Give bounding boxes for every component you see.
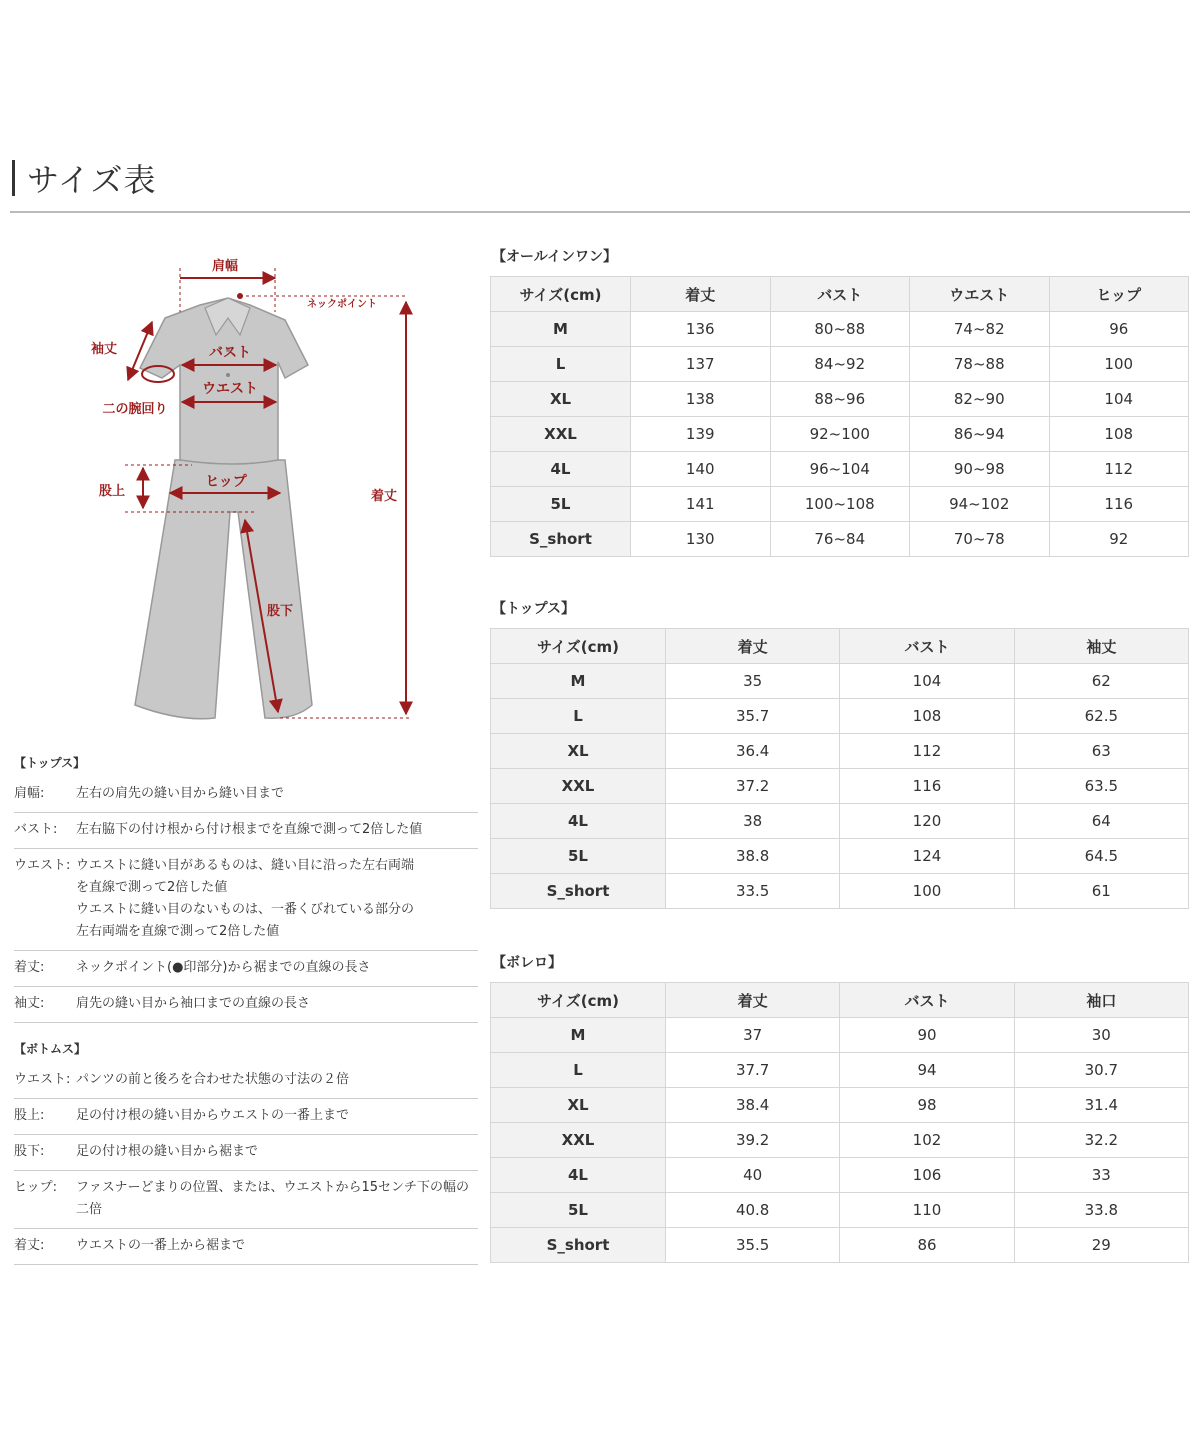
table-header-row [491, 629, 1189, 664]
measurement-cell: 124 [840, 839, 1014, 874]
note-value: パンツの前と後ろを合わせた状態の寸法の２倍 [76, 1072, 350, 1087]
measurement-cell: 92 [1049, 522, 1189, 557]
table-header-row [491, 983, 1189, 1018]
note-key: 股上: [14, 1108, 45, 1123]
measurement-cell: 38 [666, 804, 840, 839]
measurement-cell: 61 [1014, 874, 1188, 909]
note-row [14, 849, 478, 951]
measurement-cell: 63 [1014, 734, 1188, 769]
garment-diagram [80, 250, 430, 730]
tops-notes-title: 【トップス】 [14, 756, 86, 770]
measurement-cell: 86~94 [910, 417, 1050, 452]
length-label: 着丈 [370, 489, 398, 504]
column-header: サイズ(cm) [491, 629, 666, 664]
measurement-cell: 94 [840, 1053, 1014, 1088]
table-row [491, 804, 1189, 839]
note-row [14, 987, 478, 1023]
size-label: 4L [491, 1158, 666, 1193]
note-key: 着丈: [14, 1238, 45, 1253]
measurement-cell: 64.5 [1014, 839, 1188, 874]
table-row [491, 1088, 1189, 1123]
measurement-cell: 112 [840, 734, 1014, 769]
bust-label: バスト [209, 345, 251, 361]
tops-table [490, 628, 1189, 909]
allinone-table-title: 【オールインワン】 [492, 249, 618, 265]
waist-label: ウエスト [202, 381, 258, 397]
measurement-cell: 64 [1014, 804, 1188, 839]
column-header: 着丈 [666, 629, 840, 664]
measurement-cell: 139 [631, 417, 771, 452]
measurement-cell: 96 [1049, 312, 1189, 347]
size-label: XXL [491, 769, 666, 804]
measurement-cell: 136 [631, 312, 771, 347]
table-row [491, 417, 1189, 452]
pants-shape [135, 460, 312, 719]
measurement-cell: 116 [1049, 487, 1189, 522]
size-label: 5L [491, 487, 631, 522]
column-header: サイズ(cm) [491, 983, 666, 1018]
note-row [14, 1063, 478, 1099]
size-label: XL [491, 1088, 666, 1123]
bolero-table-title: 【ボレロ】 [492, 955, 562, 971]
measurement-cell: 116 [840, 769, 1014, 804]
upper-arm-label: 二の腕回り [102, 402, 168, 417]
measurement-cell: 35.5 [666, 1228, 840, 1263]
measurement-cell: 40.8 [666, 1193, 840, 1228]
note-row [14, 1171, 478, 1229]
note-row [14, 1099, 478, 1135]
size-label: 5L [491, 839, 666, 874]
column-header: バスト [840, 629, 1014, 664]
column-header: ウエスト [910, 277, 1050, 312]
page-title [12, 158, 156, 198]
measurement-cell: 108 [840, 699, 1014, 734]
table-row [491, 1018, 1189, 1053]
size-label: 4L [491, 804, 666, 839]
page-title-text: サイズ表 [27, 161, 157, 199]
measurement-cell: 96~104 [770, 452, 910, 487]
table-header-row [491, 277, 1189, 312]
note-key: ウエスト: [14, 858, 71, 873]
table-row [491, 1158, 1189, 1193]
note-value: ファスナーどまりの位置、または、ウエストから15センチ下の幅の 二倍 [76, 1180, 470, 1217]
table-row [491, 382, 1189, 417]
size-label: S_short [491, 522, 631, 557]
bolero-table [490, 982, 1189, 1263]
measurement-cell: 38.4 [666, 1088, 840, 1123]
column-header: バスト [770, 277, 910, 312]
table-row [491, 487, 1189, 522]
note-value: ウエストに縫い目があるものは、縫い目に沿った左右両端 を直線で測って2倍した値 ウエストに縫い目のないものは、一番くびれている部分の 左右両端を直線で測って2倍した値 [76, 858, 415, 939]
table-row [491, 734, 1189, 769]
note-value: 肩先の縫い目から袖口までの直線の長さ [76, 996, 311, 1011]
measurement-cell: 74~82 [910, 312, 1050, 347]
measurement-cell: 36.4 [666, 734, 840, 769]
note-key: ヒップ: [14, 1180, 57, 1195]
measurement-cell: 37 [666, 1018, 840, 1053]
measurement-cell: 33 [1014, 1158, 1188, 1193]
measurement-cell: 100 [1049, 347, 1189, 382]
measurement-cell: 100 [840, 874, 1014, 909]
measurement-cell: 33.8 [1014, 1193, 1188, 1228]
size-label: S_short [491, 1228, 666, 1263]
allinone-size-table [490, 246, 1188, 557]
column-header: 着丈 [631, 277, 771, 312]
measurement-cell: 104 [1049, 382, 1189, 417]
measurement-cell: 137 [631, 347, 771, 382]
measurement-cell: 76~84 [770, 522, 910, 557]
tops-table-title: 【トップス】 [492, 601, 576, 617]
size-label: XL [491, 734, 666, 769]
title-divider [10, 211, 1190, 213]
size-label: L [491, 347, 631, 382]
table-row [491, 522, 1189, 557]
neck-point-label: ネックポイント [307, 299, 377, 310]
measurement-cell: 141 [631, 487, 771, 522]
measurement-cell: 35 [666, 664, 840, 699]
note-value: 足の付け根の縫い目からウエストの一番上まで [76, 1108, 350, 1123]
measurement-cell: 110 [840, 1193, 1014, 1228]
size-label: M [491, 1018, 666, 1053]
measurement-cell: 108 [1049, 417, 1189, 452]
measurement-cell: 30 [1014, 1018, 1188, 1053]
measurement-cell: 82~90 [910, 382, 1050, 417]
table-row [491, 664, 1189, 699]
note-row [14, 951, 478, 987]
note-key: ウエスト: [14, 1072, 71, 1087]
measurement-cell: 86 [840, 1228, 1014, 1263]
note-row [14, 1229, 478, 1265]
size-label: L [491, 699, 666, 734]
size-label: M [491, 312, 631, 347]
sleeve-label: 袖丈 [90, 342, 118, 357]
table-row [491, 769, 1189, 804]
measurement-cell: 35.7 [666, 699, 840, 734]
measurement-cell: 32.2 [1014, 1123, 1188, 1158]
measurement-cell: 90~98 [910, 452, 1050, 487]
size-label: S_short [491, 874, 666, 909]
note-value: 左右の肩先の縫い目から縫い目まで [76, 786, 285, 801]
column-header: 着丈 [666, 983, 840, 1018]
note-value: 足の付け根の縫い目から裾まで [76, 1144, 259, 1159]
table-row [491, 1193, 1189, 1228]
bottoms-notes [14, 1040, 478, 1265]
note-value: ネックポイント(●印部分)から裾までの直線の長さ [76, 960, 371, 975]
column-header: サイズ(cm) [491, 277, 631, 312]
table-row [491, 1053, 1189, 1088]
note-key: バスト: [14, 822, 58, 837]
measurement-cell: 90 [840, 1018, 1014, 1053]
size-label: M [491, 664, 666, 699]
bolero-size-table [490, 952, 1188, 1263]
measurement-cell: 62.5 [1014, 699, 1188, 734]
table-row [491, 1228, 1189, 1263]
size-label: L [491, 1053, 666, 1088]
measurement-cell: 112 [1049, 452, 1189, 487]
measurement-cell: 80~88 [770, 312, 910, 347]
note-key: 袖丈: [14, 996, 45, 1011]
button-2 [226, 373, 230, 377]
title-bar [12, 160, 15, 196]
measurement-cell: 94~102 [910, 487, 1050, 522]
note-row [14, 813, 478, 849]
measurement-cell: 102 [840, 1123, 1014, 1158]
column-header: バスト [840, 983, 1014, 1018]
table-row [491, 347, 1189, 382]
tops-notes [14, 754, 478, 1023]
column-header: ヒップ [1049, 277, 1189, 312]
measurement-cell: 120 [840, 804, 1014, 839]
note-key: 着丈: [14, 960, 45, 975]
bottoms-notes-title: 【ボトムス】 [14, 1042, 87, 1056]
measurement-cell: 29 [1014, 1228, 1188, 1263]
table-row [491, 874, 1189, 909]
measurement-cell: 31.4 [1014, 1088, 1188, 1123]
note-row [14, 777, 478, 813]
measurement-cell: 40 [666, 1158, 840, 1193]
note-value: ウエストの一番上から裾まで [76, 1238, 246, 1253]
size-label: XL [491, 382, 631, 417]
rise-label: 股上 [98, 484, 126, 499]
column-header: 袖丈 [1014, 629, 1188, 664]
measurement-cell: 62 [1014, 664, 1188, 699]
measurement-cell: 98 [840, 1088, 1014, 1123]
measurement-cell: 140 [631, 452, 771, 487]
table-row [491, 452, 1189, 487]
note-key: 肩幅: [14, 786, 45, 801]
measurement-cell: 37.2 [666, 769, 840, 804]
note-row [14, 1135, 478, 1171]
measurement-cell: 106 [840, 1158, 1014, 1193]
hip-label: ヒップ [205, 474, 247, 490]
measurement-cell: 92~100 [770, 417, 910, 452]
table-row [491, 699, 1189, 734]
allinone-table [490, 276, 1189, 557]
measurement-cell: 78~88 [910, 347, 1050, 382]
table-row [491, 839, 1189, 874]
measurement-cell: 38.8 [666, 839, 840, 874]
measurement-cell: 70~78 [910, 522, 1050, 557]
garment-illustration [80, 250, 430, 730]
measurement-cell: 30.7 [1014, 1053, 1188, 1088]
size-label: 4L [491, 452, 631, 487]
measurement-cell: 33.5 [666, 874, 840, 909]
size-label: XXL [491, 417, 631, 452]
measurement-cell: 39.2 [666, 1123, 840, 1158]
measurement-cell: 88~96 [770, 382, 910, 417]
measurement-cell: 138 [631, 382, 771, 417]
size-label: XXL [491, 1123, 666, 1158]
measurement-cell: 104 [840, 664, 1014, 699]
shoulder-label: 肩幅 [211, 259, 239, 274]
note-value: 左右脇下の付け根から付け根までを直線で測って2倍した値 [76, 822, 423, 837]
measurement-cell: 37.7 [666, 1053, 840, 1088]
tops-size-table [490, 598, 1188, 909]
measurement-cell: 130 [631, 522, 771, 557]
size-label: 5L [491, 1193, 666, 1228]
table-row [491, 312, 1189, 347]
measurement-cell: 100~108 [770, 487, 910, 522]
measurement-cell: 63.5 [1014, 769, 1188, 804]
table-row [491, 1123, 1189, 1158]
note-key: 股下: [14, 1144, 45, 1159]
inseam-label: 股下 [266, 604, 294, 619]
measurement-cell: 84~92 [770, 347, 910, 382]
column-header: 袖口 [1014, 983, 1188, 1018]
